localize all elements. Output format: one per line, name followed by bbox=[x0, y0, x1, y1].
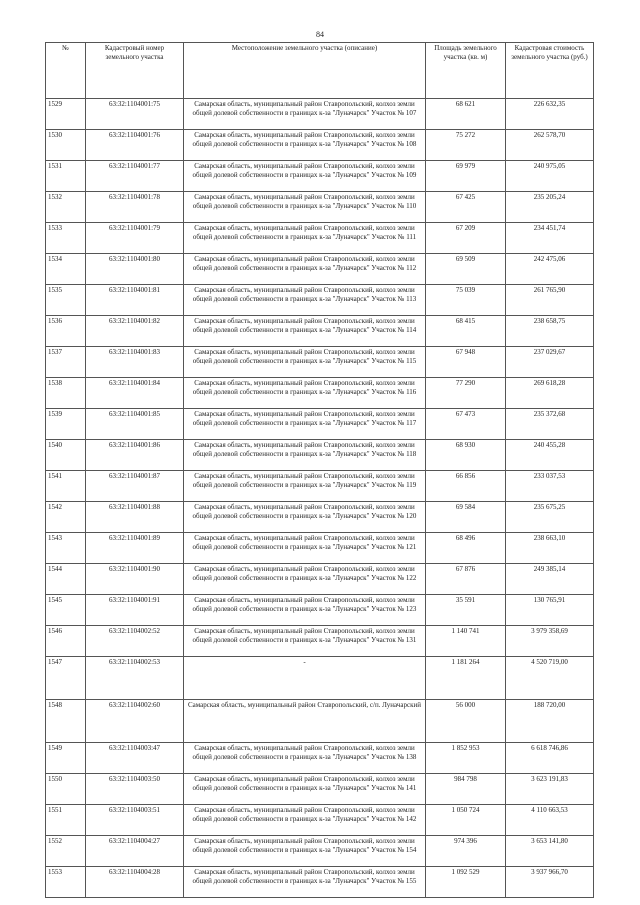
cadastral-cost: 237 029,67 bbox=[506, 347, 594, 378]
cadastral-number: 63:32:1104003:50 bbox=[86, 774, 184, 805]
table-row bbox=[46, 502, 594, 533]
cadastral-number: 63:32:1104001:91 bbox=[86, 595, 184, 626]
location-description: Самарская область, муниципальный район Ставропольский, колхоз земли общей долевой собственности в границах к-за "Луначарск" Участок № 116 bbox=[184, 378, 426, 409]
row-number: 1540 bbox=[46, 440, 86, 471]
location-description: Самарская область, муниципальный район Ставропольский, колхоз земли общей долевой собственности в границах к-за "Луначарск" Участок № 119 bbox=[184, 471, 426, 502]
location-description: Самарская область, муниципальный район Ставропольский, колхоз земли общей долевой собственности в границах к-за "Луначарск" Участок № 117 bbox=[184, 409, 426, 440]
area-value: 69 584 bbox=[426, 502, 506, 533]
cadastral-cost: 188 720,00 bbox=[506, 700, 594, 743]
table-row bbox=[46, 409, 594, 440]
area-value: 67 425 bbox=[426, 192, 506, 223]
row-number: 1541 bbox=[46, 471, 86, 502]
cadastral-cost: 226 632,35 bbox=[506, 99, 594, 130]
row-number: 1544 bbox=[46, 564, 86, 595]
cadastral-cost: 238 663,10 bbox=[506, 533, 594, 564]
cadastral-number: 63:32:1104001:88 bbox=[86, 502, 184, 533]
row-number: 1532 bbox=[46, 192, 86, 223]
cadastral-cost: 3 653 141,80 bbox=[506, 836, 594, 867]
location-description: Самарская область, муниципальный район Ставропольский, колхоз земли общей долевой собственности в границах к-за "Луначарск" Участок № 142 bbox=[184, 805, 426, 836]
header-area: Площадь земельного участка (кв. м) bbox=[426, 43, 506, 99]
cadastral-cost: 238 658,75 bbox=[506, 316, 594, 347]
cadastral-number: 63:32:1104001:75 bbox=[86, 99, 184, 130]
area-value: 69 509 bbox=[426, 254, 506, 285]
location-description: Самарская область, муниципальный район Ставропольский, колхоз земли общей долевой собственности в границах к-за "Луначарск" Участок № 155 bbox=[184, 867, 426, 898]
cadastral-cost: 261 765,90 bbox=[506, 285, 594, 316]
cadastral-cost: 262 578,70 bbox=[506, 130, 594, 161]
header-cadastral-number: Кадастровый номер земельного участка bbox=[86, 43, 184, 99]
table-row bbox=[46, 626, 594, 657]
row-number: 1551 bbox=[46, 805, 86, 836]
table-row bbox=[46, 836, 594, 867]
area-value: 68 496 bbox=[426, 533, 506, 564]
table-row bbox=[46, 161, 594, 192]
area-value: 974 396 bbox=[426, 836, 506, 867]
area-value: 75 039 bbox=[426, 285, 506, 316]
cadastral-cost: 235 675,25 bbox=[506, 502, 594, 533]
location-description: Самарская область, муниципальный район Ставропольский, колхоз земли общей долевой собственности в границах к-за "Луначарск" Участок № 121 bbox=[184, 533, 426, 564]
table-row bbox=[46, 192, 594, 223]
table-row bbox=[46, 657, 594, 700]
area-value: 67 209 bbox=[426, 223, 506, 254]
row-number: 1550 bbox=[46, 774, 86, 805]
row-number: 1539 bbox=[46, 409, 86, 440]
location-description: Самарская область, муниципальный район Ставропольский, колхоз земли общей долевой собственности в границах к-за "Луначарск" Участок № 112 bbox=[184, 254, 426, 285]
area-value: 77 290 bbox=[426, 378, 506, 409]
table-body bbox=[46, 99, 594, 898]
cadastral-number: 63:32:1104004:27 bbox=[86, 836, 184, 867]
table-row bbox=[46, 471, 594, 502]
area-value: 68 930 bbox=[426, 440, 506, 471]
row-number: 1546 bbox=[46, 626, 86, 657]
cadastral-number: 63:32:1104002:60 bbox=[86, 700, 184, 743]
location-description: - bbox=[184, 657, 426, 700]
table-row bbox=[46, 285, 594, 316]
row-number: 1545 bbox=[46, 595, 86, 626]
area-value: 75 272 bbox=[426, 130, 506, 161]
location-description: Самарская область, муниципальный район Ставропольский, колхоз земли общей долевой собственности в границах к-за "Луначарск" Участок № 107 bbox=[184, 99, 426, 130]
area-value: 1 050 724 bbox=[426, 805, 506, 836]
cadastral-cost: 269 618,28 bbox=[506, 378, 594, 409]
table-row bbox=[46, 595, 594, 626]
location-description: Самарская область, муниципальный район Ставропольский, колхоз земли общей долевой собственности в границах к-за "Луначарск" Участок № 114 bbox=[184, 316, 426, 347]
row-number: 1535 bbox=[46, 285, 86, 316]
cadastral-cost: 3 623 191,83 bbox=[506, 774, 594, 805]
location-description: Самарская область, муниципальный район Ставропольский, колхоз земли общей долевой собственности в границах к-за "Луначарск" Участок № 108 bbox=[184, 130, 426, 161]
table-row bbox=[46, 254, 594, 285]
location-description: Самарская область, муниципальный район Ставропольский, колхоз земли общей долевой собственности в границах к-за "Луначарск" Участок № 120 bbox=[184, 502, 426, 533]
cadastral-number: 63:32:1104003:47 bbox=[86, 743, 184, 774]
row-number: 1536 bbox=[46, 316, 86, 347]
location-description: Самарская область, муниципальный район Ставропольский, колхоз земли общей долевой собственности в границах к-за "Луначарск" Участок № 109 bbox=[184, 161, 426, 192]
area-value: 68 415 bbox=[426, 316, 506, 347]
location-description: Самарская область, муниципальный район Ставропольский, колхоз земли общей долевой собственности в границах к-за "Луначарск" Участок № 111 bbox=[184, 223, 426, 254]
cadastral-number: 63:32:1104001:85 bbox=[86, 409, 184, 440]
table-row bbox=[46, 316, 594, 347]
area-value: 67 948 bbox=[426, 347, 506, 378]
row-number: 1549 bbox=[46, 743, 86, 774]
cadastral-cost: 233 037,53 bbox=[506, 471, 594, 502]
cadastral-number: 63:32:1104001:79 bbox=[86, 223, 184, 254]
area-value: 1 140 741 bbox=[426, 626, 506, 657]
cadastral-cost: 6 618 746,86 bbox=[506, 743, 594, 774]
cadastral-cost: 130 765,91 bbox=[506, 595, 594, 626]
cadastral-number: 63:32:1104001:78 bbox=[86, 192, 184, 223]
row-number: 1548 bbox=[46, 700, 86, 743]
land-plots-table bbox=[45, 42, 594, 898]
area-value: 1 181 264 bbox=[426, 657, 506, 700]
location-description: Самарская область, муниципальный район Ставропольский, колхоз земли общей долевой собственности в границах к-за "Луначарск" Участок № 122 bbox=[184, 564, 426, 595]
cadastral-cost: 234 451,74 bbox=[506, 223, 594, 254]
cadastral-number: 63:32:1104003:51 bbox=[86, 805, 184, 836]
location-description: Самарская область, муниципальный район Ставропольский, колхоз земли общей долевой собственности в границах к-за "Луначарск" Участок № 113 bbox=[184, 285, 426, 316]
cadastral-cost: 235 372,68 bbox=[506, 409, 594, 440]
cadastral-number: 63:32:1104001:81 bbox=[86, 285, 184, 316]
table-row bbox=[46, 440, 594, 471]
cadastral-number: 63:32:1104004:28 bbox=[86, 867, 184, 898]
row-number: 1530 bbox=[46, 130, 86, 161]
cadastral-cost: 4 520 719,00 bbox=[506, 657, 594, 700]
table-row bbox=[46, 130, 594, 161]
cadastral-cost: 242 475,06 bbox=[506, 254, 594, 285]
table-row bbox=[46, 774, 594, 805]
cadastral-number: 63:32:1104001:84 bbox=[86, 378, 184, 409]
cadastral-cost: 249 385,14 bbox=[506, 564, 594, 595]
header-number: № bbox=[46, 43, 86, 99]
table-row bbox=[46, 347, 594, 378]
row-number: 1552 bbox=[46, 836, 86, 867]
table-row bbox=[46, 743, 594, 774]
table-row bbox=[46, 700, 594, 743]
cadastral-number: 63:32:1104001:80 bbox=[86, 254, 184, 285]
row-number: 1531 bbox=[46, 161, 86, 192]
area-value: 67 473 bbox=[426, 409, 506, 440]
cadastral-number: 63:32:1104001:89 bbox=[86, 533, 184, 564]
row-number: 1537 bbox=[46, 347, 86, 378]
table-header-row bbox=[46, 43, 594, 99]
row-number: 1542 bbox=[46, 502, 86, 533]
page-number: 84 bbox=[316, 30, 324, 39]
location-description: Самарская область, муниципальный район Ставропольский, колхоз земли общей долевой собственности в границах к-за "Луначарск" Участок № 118 bbox=[184, 440, 426, 471]
header-location: Местоположение земельного участка (описание) bbox=[184, 43, 426, 99]
cadastral-cost: 235 205,24 bbox=[506, 192, 594, 223]
location-description: Самарская область, муниципальный район Ставропольский, колхоз земли общей долевой собственности в границах к-за "Луначарск" Участок № 123 bbox=[184, 595, 426, 626]
area-value: 67 876 bbox=[426, 564, 506, 595]
area-value: 984 798 bbox=[426, 774, 506, 805]
area-value: 69 979 bbox=[426, 161, 506, 192]
location-description: Самарская область, муниципальный район Ставропольский, колхоз земли общей долевой собственности в границах к-за "Луначарск" Участок № 141 bbox=[184, 774, 426, 805]
row-number: 1534 bbox=[46, 254, 86, 285]
cadastral-number: 63:32:1104001:87 bbox=[86, 471, 184, 502]
table-row bbox=[46, 805, 594, 836]
table-row bbox=[46, 867, 594, 898]
row-number: 1533 bbox=[46, 223, 86, 254]
cadastral-number: 63:32:1104001:86 bbox=[86, 440, 184, 471]
table-row bbox=[46, 564, 594, 595]
cadastral-number: 63:32:1104002:52 bbox=[86, 626, 184, 657]
cadastral-cost: 240 455,28 bbox=[506, 440, 594, 471]
cadastral-number: 63:32:1104001:77 bbox=[86, 161, 184, 192]
cadastral-number: 63:32:1104001:82 bbox=[86, 316, 184, 347]
cadastral-cost: 3 937 966,70 bbox=[506, 867, 594, 898]
cadastral-number: 63:32:1104001:76 bbox=[86, 130, 184, 161]
location-description: Самарская область, муниципальный район Ставропольский, колхоз земли общей долевой собственности в границах к-за "Луначарск" Участок № 138 bbox=[184, 743, 426, 774]
area-value: 68 621 bbox=[426, 99, 506, 130]
area-value: 35 591 bbox=[426, 595, 506, 626]
row-number: 1529 bbox=[46, 99, 86, 130]
area-value: 56 000 bbox=[426, 700, 506, 743]
table-row bbox=[46, 99, 594, 130]
location-description: Самарская область, муниципальный район Ставропольский, колхоз земли общей долевой собственности в границах к-за "Луначарск" Участок № 131 bbox=[184, 626, 426, 657]
row-number: 1553 bbox=[46, 867, 86, 898]
cadastral-cost: 4 110 663,53 bbox=[506, 805, 594, 836]
area-value: 1 092 529 bbox=[426, 867, 506, 898]
location-description: Самарская область, муниципальный район Ставропольский, колхоз земли общей долевой собственности в границах к-за "Луначарск" Участок № 110 bbox=[184, 192, 426, 223]
cadastral-number: 63:32:1104002:53 bbox=[86, 657, 184, 700]
row-number: 1547 bbox=[46, 657, 86, 700]
table-row bbox=[46, 223, 594, 254]
location-description: Самарская область, муниципальный район Ставропольский, с/п. Луначарский bbox=[184, 700, 426, 743]
header-cadastral-cost: Кадастровая стоимость земельного участка (руб.) bbox=[506, 43, 594, 99]
location-description: Самарская область, муниципальный район Ставропольский, колхоз земли общей долевой собственности в границах к-за "Луначарск" Участок № 154 bbox=[184, 836, 426, 867]
area-value: 66 856 bbox=[426, 471, 506, 502]
cadastral-cost: 240 975,05 bbox=[506, 161, 594, 192]
area-value: 1 852 953 bbox=[426, 743, 506, 774]
cadastral-number: 63:32:1104001:83 bbox=[86, 347, 184, 378]
table-row bbox=[46, 378, 594, 409]
row-number: 1543 bbox=[46, 533, 86, 564]
table-row bbox=[46, 533, 594, 564]
row-number: 1538 bbox=[46, 378, 86, 409]
location-description: Самарская область, муниципальный район Ставропольский, колхоз земли общей долевой собственности в границах к-за "Луначарск" Участок № 115 bbox=[184, 347, 426, 378]
cadastral-cost: 3 979 358,69 bbox=[506, 626, 594, 657]
cadastral-number: 63:32:1104001:90 bbox=[86, 564, 184, 595]
